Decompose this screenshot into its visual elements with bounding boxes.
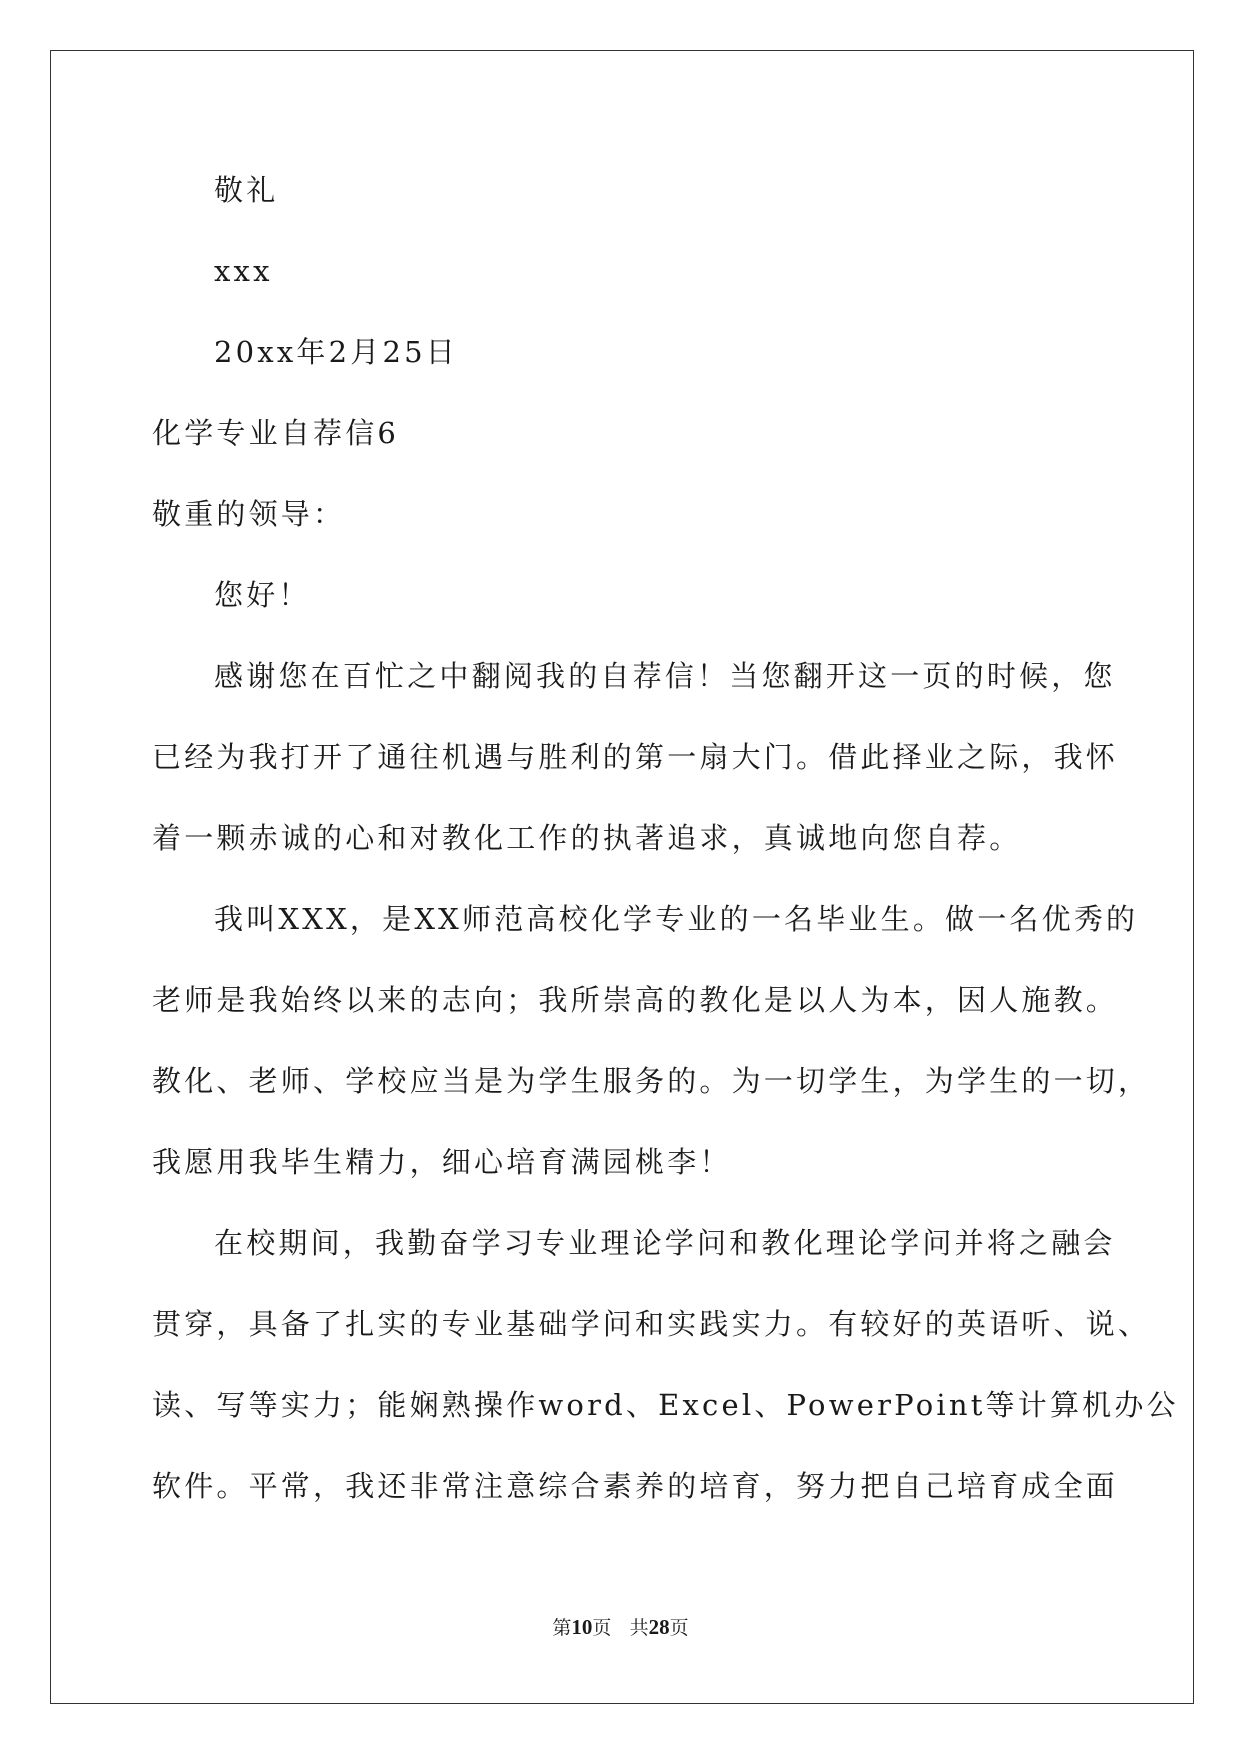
salutation: 敬重的领导：	[152, 497, 346, 531]
footer-page-word: 页	[592, 1617, 612, 1639]
paragraph-line: 教化、老师、学校应当是为学生服务的。为一切学生，为学生的一切，	[152, 1064, 1151, 1098]
greeting: 您好！	[214, 578, 311, 612]
paragraph-line: 感谢您在百忙之中翻阅我的自荐信！当您翻开这一页的时候，您	[214, 659, 1116, 693]
paragraph-line: 我叫XXX，是XX师范高校化学专业的一名毕业生。做一名优秀的	[214, 902, 1139, 936]
paragraph-line: 贯穿，具备了扎实的专业基础学问和实践实力。有较好的英语听、说、	[152, 1307, 1151, 1341]
paragraph-line: 我愿用我毕生精力，细心培育满园桃李！	[152, 1145, 732, 1179]
total-pages-number: 28	[648, 1615, 670, 1639]
paragraph-line: 读、写等实力；能娴熟操作word、Excel、PowerPoint等计算机办公	[152, 1388, 1179, 1422]
paragraph-line: 老师是我始终以来的志向；我所崇高的教化是以人为本，因人施教。	[152, 983, 1119, 1017]
signature: xxx	[214, 254, 273, 288]
page-footer	[0, 1617, 1241, 1638]
date: 20xx年2月25日	[214, 335, 458, 369]
closing: 敬礼	[214, 173, 279, 207]
footer-total-prefix: 共	[629, 1617, 649, 1639]
paragraph-line: 已经为我打开了通往机遇与胜利的第一扇大门。借此择业之际，我怀	[152, 740, 1119, 774]
paragraph-line: 软件。平常，我还非常注意综合素养的培育，努力把自己培育成全面	[152, 1469, 1119, 1503]
current-page-number: 10	[571, 1615, 593, 1639]
footer-prefix: 第	[552, 1617, 572, 1639]
paragraph-line: 着一颗赤诚的心和对教化工作的执著追求，真诚地向您自荐。	[152, 821, 1022, 855]
letter-heading: 化学专业自荐信6	[152, 416, 400, 450]
page-border	[50, 50, 1194, 1704]
footer-total-suffix: 页	[669, 1617, 689, 1639]
paragraph-line: 在校期间，我勤奋学习专业理论学问和教化理论学问并将之融会	[214, 1226, 1116, 1260]
